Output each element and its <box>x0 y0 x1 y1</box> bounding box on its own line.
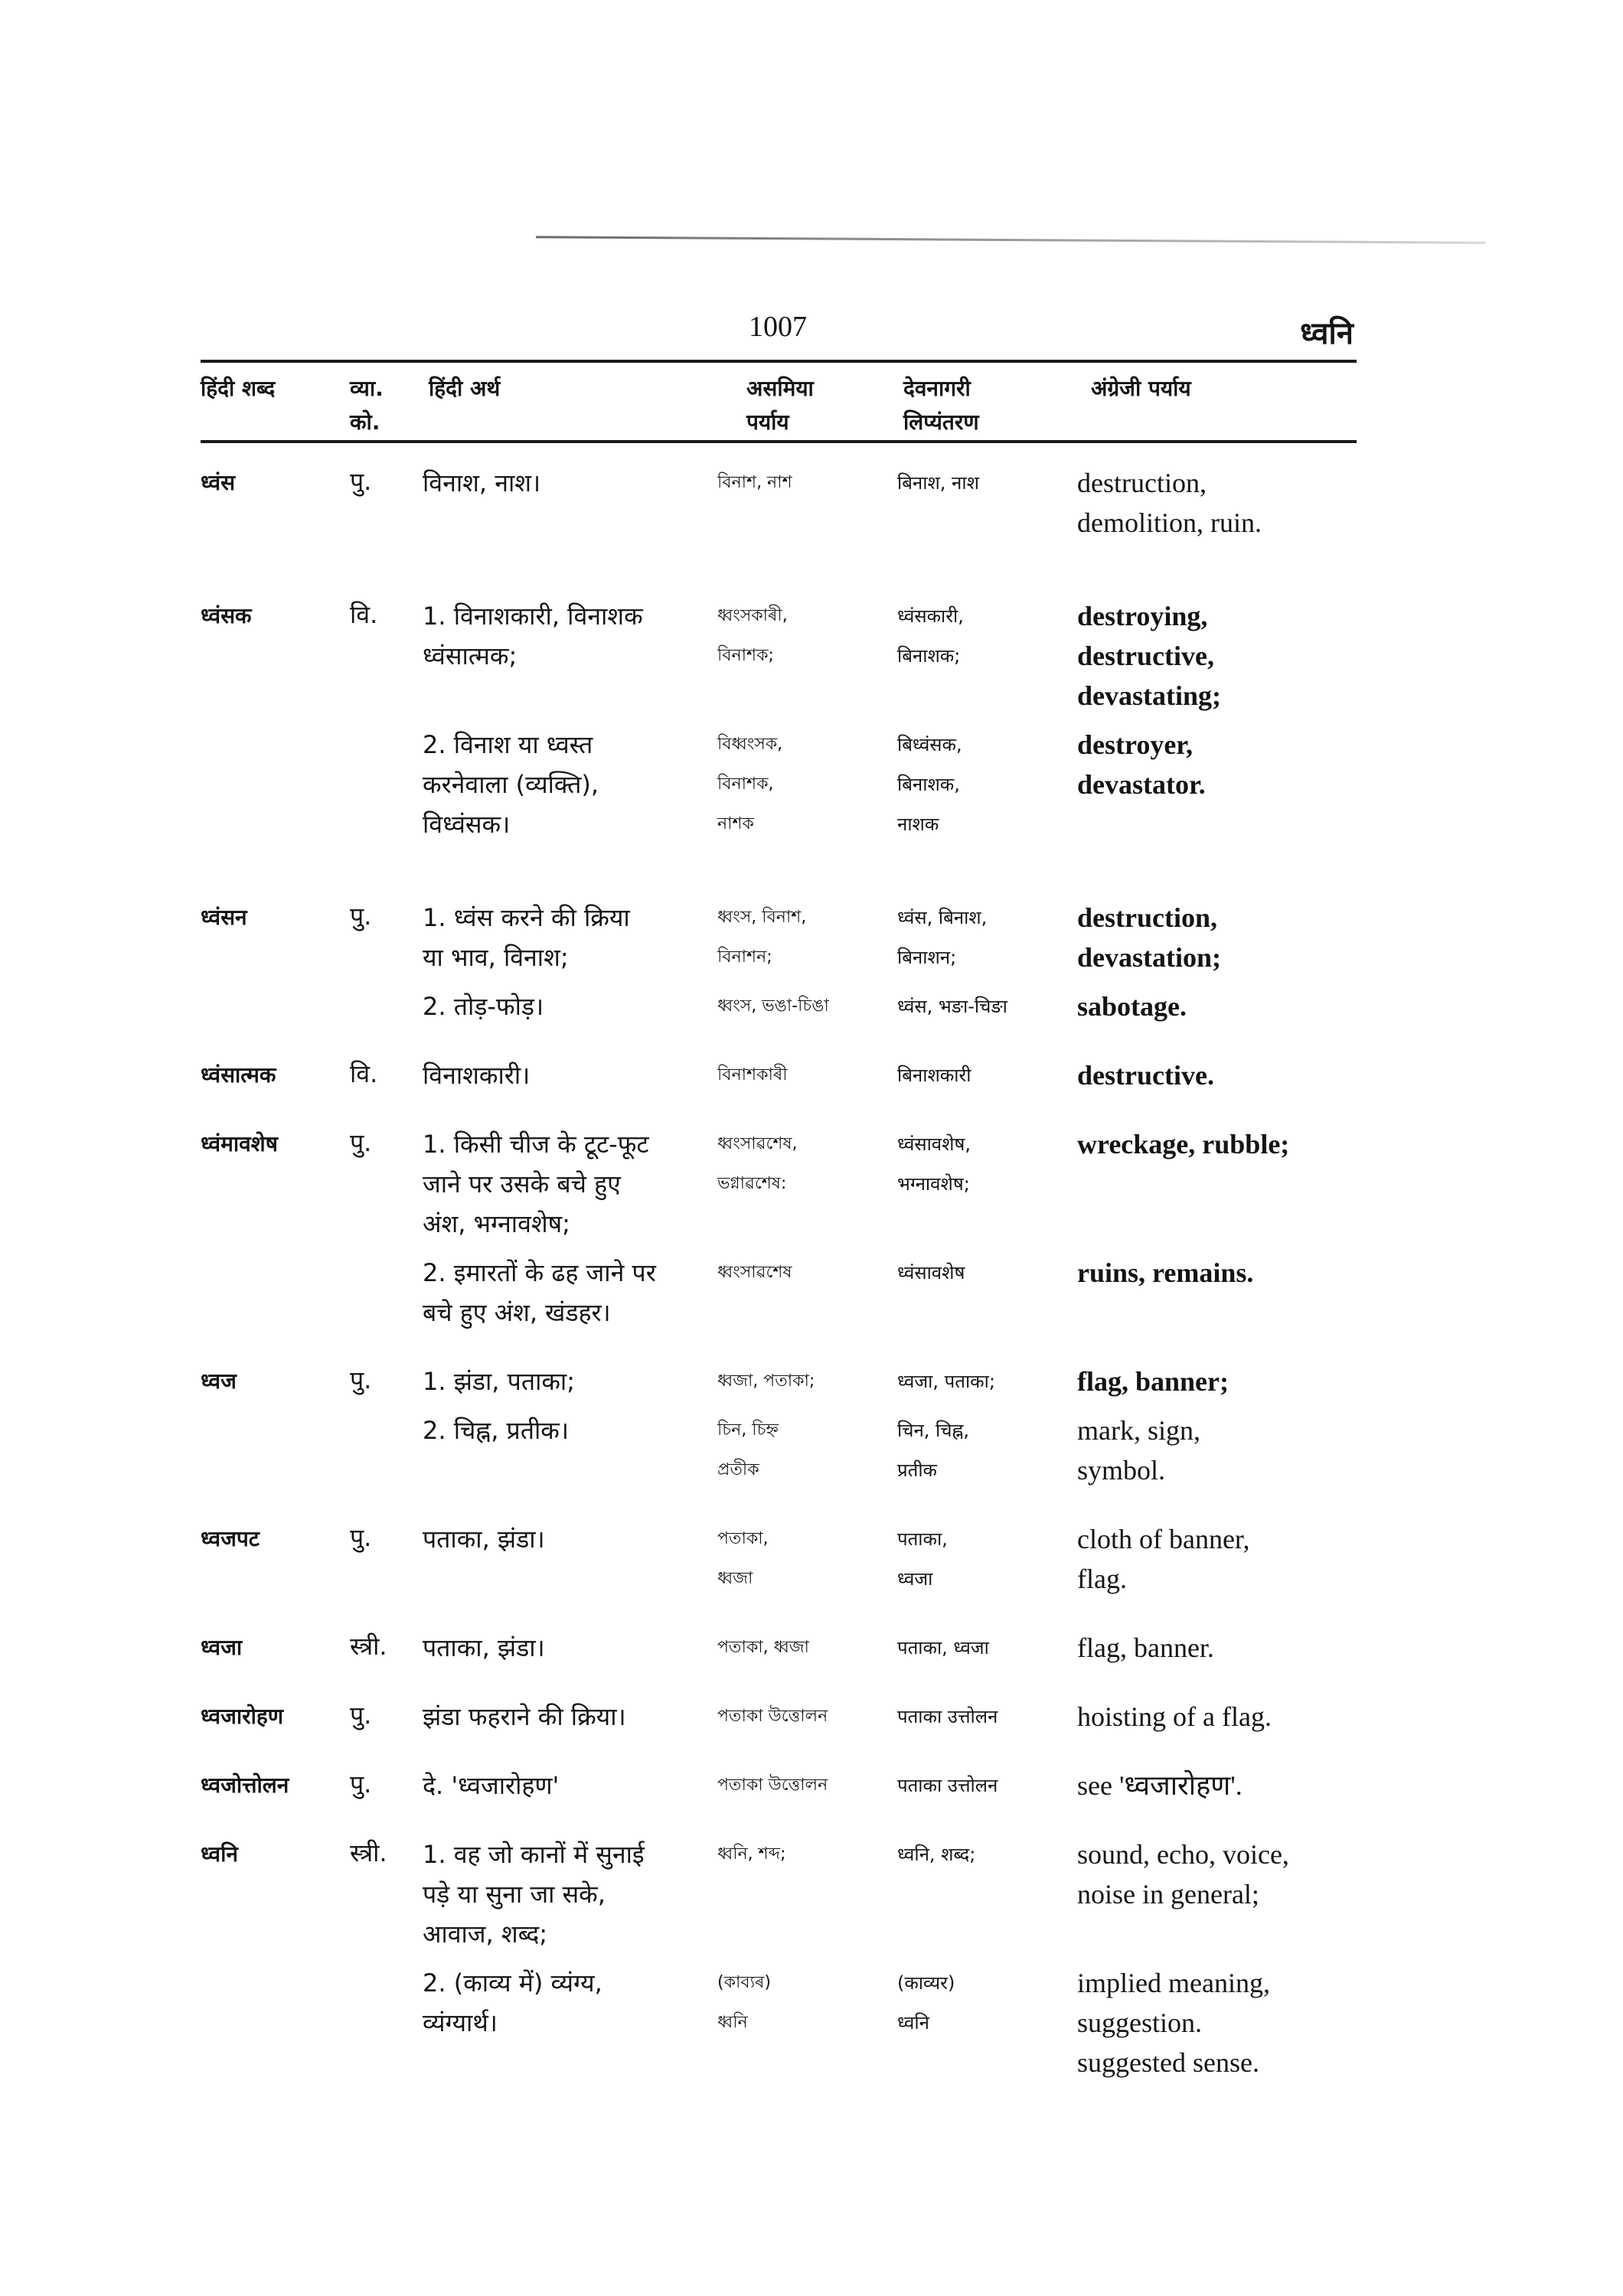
sense <box>423 1362 1364 1401</box>
entry-spacer <box>201 1599 1364 1628</box>
english-equivalent-line: destroying, <box>1077 601 1208 631</box>
assamese-equivalent <box>717 725 897 844</box>
hindi-meaning-line: 1. वह जो कानों में सुनाई <box>423 1840 645 1869</box>
hindi-meaning-line: विध्वंसक। <box>423 810 511 839</box>
assamese-equivalent <box>717 463 897 543</box>
assamese-equivalent <box>717 1253 897 1332</box>
english-equivalent-line: noise in general; <box>1077 1879 1259 1910</box>
assamese-equivalent-line: পতাকা উত্তোলন <box>717 1707 828 1726</box>
headword: ध्वंस <box>201 470 236 495</box>
assamese-equivalent <box>717 596 897 716</box>
english-equivalent-line: suggestion. <box>1077 2007 1203 2038</box>
sense <box>423 898 1364 977</box>
senses <box>423 898 1364 1026</box>
part-of-speech: पु. <box>350 1128 372 1157</box>
english-equivalent-line: destruction, <box>1077 902 1217 933</box>
english-equivalent <box>1077 987 1364 1026</box>
devanagari-transliteration <box>897 1124 1077 1244</box>
devanagari-transliteration <box>897 1362 1077 1401</box>
senses <box>423 1697 1364 1737</box>
hindi-meaning <box>423 987 717 1026</box>
entry-spacer <box>201 844 1364 898</box>
entry-spacer <box>201 1490 1364 1519</box>
hindi-meaning <box>423 1628 717 1668</box>
guide-word: ध्वनि <box>1300 316 1354 351</box>
devanagari-transliteration-line: बिनाशक, <box>897 774 960 795</box>
devanagari-transliteration-line: भग्नावशेष; <box>897 1173 970 1195</box>
dictionary-entry <box>201 1362 1364 1490</box>
assamese-equivalent-line: বিনাশক, <box>717 775 774 794</box>
english-equivalent <box>1077 1963 1364 2082</box>
col-header-assamese-line: असमिया <box>746 376 814 401</box>
part-of-speech: पु. <box>350 1523 372 1552</box>
devanagari-transliteration-line: चिन, चिह्न, <box>897 1420 970 1441</box>
sense <box>423 463 1364 543</box>
hindi-meaning-line: विनाश, नाश। <box>423 468 541 497</box>
dictionary-entry <box>201 1835 1364 2082</box>
devanagari-transliteration <box>897 1253 1077 1332</box>
english-equivalent <box>1077 463 1364 543</box>
senses <box>423 463 1364 543</box>
english-equivalent-line: suggested sense. <box>1077 2047 1259 2078</box>
devanagari-transliteration <box>897 898 1077 977</box>
devanagari-transliteration-line: ध्वंसावशेष, <box>897 1133 971 1155</box>
col-header-english: अंग्रेजी पर्याय <box>1091 376 1191 401</box>
col-header-hindi-meaning: हिंदी अर्थ <box>429 376 501 401</box>
part-of-speech: पु. <box>350 1769 372 1799</box>
english-equivalent-line: flag, banner; <box>1077 1366 1229 1397</box>
assamese-equivalent-line: ধ্বনি <box>717 2013 748 2032</box>
entry-spacer <box>201 1095 1364 1124</box>
english-equivalent <box>1077 1697 1364 1737</box>
english-equivalent-line: flag. <box>1077 1564 1127 1594</box>
col-header-assamese <box>746 372 814 439</box>
col-header-assamese-line: पर्याय <box>746 409 789 435</box>
hindi-meaning <box>423 1362 717 1401</box>
devanagari-transliteration-line: नाशक <box>897 814 939 835</box>
sense <box>423 725 1364 844</box>
entry-spacer <box>201 1026 1364 1055</box>
col-header-grammar <box>350 372 384 439</box>
col-header-devanagari-line: देवनागरी <box>903 376 971 401</box>
sense <box>423 1411 1364 1490</box>
assamese-equivalent-line: ধ্বংসাৱশেষ <box>717 1263 792 1282</box>
hindi-meaning <box>423 1519 717 1599</box>
assamese-equivalent <box>717 1766 897 1805</box>
english-equivalent-line: hoisting of a flag. <box>1077 1701 1272 1732</box>
headword: ध्वजा <box>201 1635 243 1660</box>
hindi-meaning <box>423 1766 717 1805</box>
sense <box>423 1766 1364 1805</box>
english-equivalent <box>1077 898 1364 977</box>
assamese-equivalent <box>717 898 897 977</box>
english-equivalent-line: wreckage, rubble; <box>1077 1129 1290 1159</box>
assamese-equivalent <box>717 1124 897 1244</box>
headword: ध्वजोत्तोलन <box>201 1773 289 1798</box>
dictionary-entry <box>201 1519 1364 1599</box>
devanagari-transliteration-line: पताका, ध्वजा <box>897 1637 989 1658</box>
senses <box>423 1628 1364 1668</box>
dictionary-entry <box>201 463 1364 543</box>
col-header-grammar-line: को. <box>350 409 380 435</box>
hindi-meaning-line: पड़े या सुना जा सके, <box>423 1880 606 1909</box>
devanagari-transliteration <box>897 1835 1077 1954</box>
assamese-equivalent <box>717 987 897 1026</box>
dictionary-entries <box>201 463 1364 2082</box>
hindi-meaning-line: 1. किसी चीज के टूट-फूट <box>423 1130 649 1159</box>
devanagari-transliteration <box>897 1519 1077 1599</box>
assamese-equivalent-line: বিধ্বংসক, <box>717 735 783 754</box>
assamese-equivalent-line: (কাব্যৰ) <box>717 1973 771 1992</box>
entry-spacer <box>201 1737 1364 1766</box>
senses <box>423 1124 1364 1332</box>
devanagari-transliteration <box>897 1697 1077 1737</box>
devanagari-transliteration-line: बिनाश, नाश <box>897 472 979 494</box>
dictionary-entry <box>201 1697 1364 1737</box>
part-of-speech: पु. <box>350 1365 372 1394</box>
senses <box>423 596 1364 844</box>
devanagari-transliteration <box>897 1628 1077 1668</box>
english-equivalent-line: destroyer, <box>1077 729 1193 760</box>
assamese-equivalent <box>717 1963 897 2082</box>
hindi-meaning-line: पताका, झंडा। <box>423 1525 545 1554</box>
hindi-meaning-line: अंश, भग्नावशेष; <box>423 1209 570 1238</box>
sense <box>423 1628 1364 1668</box>
sense-spacer <box>423 977 1364 987</box>
devanagari-transliteration-line: ध्वंसकारी, <box>897 605 964 627</box>
english-equivalent-line: symbol. <box>1077 1455 1166 1486</box>
assamese-equivalent-line: বিনাশকাৰী <box>717 1065 788 1084</box>
devanagari-transliteration <box>897 596 1077 716</box>
hindi-meaning <box>423 1963 717 2082</box>
assamese-equivalent <box>717 1628 897 1668</box>
entry-spacer <box>201 1332 1364 1362</box>
devanagari-transliteration-line: ध्वंस, बिनाश, <box>897 907 988 928</box>
entry-spacer <box>201 1668 1364 1697</box>
english-equivalent <box>1077 1055 1364 1095</box>
hindi-meaning <box>423 1411 717 1490</box>
sense <box>423 596 1364 716</box>
assamese-equivalent <box>717 1055 897 1095</box>
devanagari-transliteration <box>897 1766 1077 1805</box>
assamese-equivalent-line: চিন, চিহ্ন <box>717 1420 779 1440</box>
devanagari-transliteration-line: ध्वंस, भङा-चिङा <box>897 996 1007 1017</box>
dictionary-entry <box>201 1628 1364 1668</box>
headword: ध्वनि <box>201 1841 238 1867</box>
scan-artifact-line <box>536 236 1485 244</box>
english-equivalent <box>1077 1362 1364 1401</box>
assamese-equivalent-line: ধ্বনি, শব্দ; <box>717 1844 786 1864</box>
sense <box>423 1697 1364 1737</box>
english-equivalent <box>1077 1766 1364 1805</box>
assamese-equivalent-line: প্ৰতীক <box>717 1460 759 1479</box>
hindi-meaning-line: विनाशकारी। <box>423 1061 531 1090</box>
dictionary-entry <box>201 1766 1364 1805</box>
hindi-meaning-line: 2. (काव्य में) व्यंग्य, <box>423 1968 603 1998</box>
assamese-equivalent <box>717 1519 897 1599</box>
part-of-speech: स्त्री. <box>350 1632 387 1661</box>
entry-spacer <box>201 1805 1364 1835</box>
hindi-meaning <box>423 463 717 543</box>
hindi-meaning-line: आवाज, शब्द; <box>423 1919 548 1949</box>
devanagari-transliteration <box>897 725 1077 844</box>
hindi-meaning-line: पताका, झंडा। <box>423 1633 545 1662</box>
english-equivalent-line: mark, sign, <box>1077 1415 1200 1446</box>
assamese-equivalent <box>717 1411 897 1490</box>
part-of-speech: वि. <box>350 1059 378 1088</box>
senses <box>423 1835 1364 2082</box>
devanagari-transliteration-line: पताका उत्तोलन <box>897 1775 998 1796</box>
english-equivalent <box>1077 1519 1364 1599</box>
english-equivalent <box>1077 725 1364 844</box>
hindi-meaning <box>423 1124 717 1244</box>
assamese-equivalent-line: পতাকা, <box>717 1529 769 1548</box>
english-equivalent-line: cloth of banner, <box>1077 1524 1250 1554</box>
english-equivalent-line: sound, echo, voice, <box>1077 1839 1289 1870</box>
hindi-meaning <box>423 898 717 977</box>
hindi-meaning-line: 2. इमारतों के ढह जाने पर <box>423 1258 656 1287</box>
english-equivalent-line: devastation; <box>1077 942 1221 973</box>
assamese-equivalent <box>717 1835 897 1954</box>
english-equivalent-line: implied meaning, <box>1077 1968 1270 1998</box>
hindi-meaning-line: जाने पर उसके बचे हुए <box>423 1169 621 1199</box>
english-equivalent <box>1077 1253 1364 1332</box>
english-equivalent <box>1077 1835 1364 1954</box>
dictionary-entry <box>201 1124 1364 1332</box>
devanagari-transliteration-line: ध्वनि, शब्द; <box>897 1844 976 1865</box>
headword: ध्वंसक <box>201 603 252 628</box>
hindi-meaning-line: 2. चिह्न, प्रतीक। <box>423 1416 569 1445</box>
devanagari-transliteration-line: ध्वजा <box>897 1568 933 1590</box>
english-equivalent-line: sabotage. <box>1077 991 1187 1022</box>
assamese-equivalent-line: বিনাশন; <box>717 947 772 967</box>
devanagari-transliteration-line: बिध्वंसक, <box>897 734 962 755</box>
devanagari-transliteration-line: प्रतीक <box>897 1459 937 1481</box>
devanagari-transliteration-line: पताका, <box>897 1528 948 1550</box>
dictionary-entry <box>201 596 1364 844</box>
sense-spacer <box>423 1401 1364 1411</box>
part-of-speech: स्त्री. <box>350 1838 387 1867</box>
devanagari-transliteration-line: बिनाशक; <box>897 645 961 667</box>
headword: ध्वंमावशेष <box>201 1131 278 1156</box>
english-equivalent-line: destructive. <box>1077 1060 1214 1091</box>
assamese-equivalent-line: ধ্বজা <box>717 1569 753 1588</box>
english-equivalent-line: ruins, remains. <box>1077 1257 1254 1288</box>
english-equivalent-line: destructive, <box>1077 641 1214 671</box>
english-equivalent <box>1077 596 1364 716</box>
sense <box>423 1124 1364 1244</box>
hindi-meaning-line: ध्वंसात्मक; <box>423 641 518 670</box>
hindi-meaning <box>423 596 717 716</box>
headword: ध्वजपट <box>201 1526 260 1551</box>
assamese-equivalent-line: বিনাশক; <box>717 646 774 665</box>
devanagari-transliteration-line: बिनाशकारी <box>897 1065 972 1086</box>
hindi-meaning-line: व्यंग्यार्थ। <box>423 2008 498 2037</box>
senses <box>423 1362 1364 1490</box>
assamese-equivalent-line: বিনাশ, নাশ <box>717 473 792 492</box>
english-equivalent-line: demolition, ruin. <box>1077 507 1262 538</box>
senses <box>423 1055 1364 1095</box>
english-equivalent <box>1077 1124 1364 1244</box>
english-equivalent-line: flag, banner. <box>1077 1632 1214 1663</box>
sense <box>423 987 1364 1026</box>
hindi-meaning-line: 1. झंडा, पताका; <box>423 1367 575 1396</box>
page-number: 1007 <box>749 311 807 343</box>
part-of-speech: पु. <box>350 467 372 496</box>
part-of-speech: पु. <box>350 902 372 931</box>
dictionary-entry <box>201 898 1364 1026</box>
english-equivalent-line: devastating; <box>1077 680 1221 711</box>
devanagari-transliteration-line: पताका उत्तोलन <box>897 1706 998 1727</box>
assamese-equivalent-line: ধ্বংসকাৰী, <box>717 606 788 625</box>
headword: ध्वज <box>201 1368 237 1394</box>
hindi-meaning-line: 2. तोड़-फोड़। <box>423 992 544 1021</box>
sense <box>423 1519 1364 1599</box>
devanagari-transliteration <box>897 1055 1077 1095</box>
col-header-devanagari-line: लिप्यंतरण <box>903 409 979 435</box>
devanagari-transliteration-line: ध्वनि <box>897 2012 929 2033</box>
hindi-meaning-line: या भाव, विनाश; <box>423 943 569 972</box>
hindi-meaning-line: 1. विनाशकारी, विनाशक <box>423 602 643 631</box>
devanagari-transliteration-line: (काव्यर) <box>897 1972 955 1994</box>
english-equivalent <box>1077 1628 1364 1668</box>
assamese-equivalent-line: ধ্বংস, ভঙা-চিঙা <box>717 996 829 1016</box>
assamese-equivalent-line: নাশক <box>717 814 754 833</box>
sense <box>423 1963 1364 2082</box>
hindi-meaning-line: 1. ध्वंस करने की क्रिया <box>423 903 630 932</box>
hindi-meaning-line: करनेवाला (व्यक्ति), <box>423 770 599 799</box>
part-of-speech: वि. <box>350 600 378 629</box>
devanagari-transliteration <box>897 1963 1077 2082</box>
sense <box>423 1253 1364 1332</box>
sense <box>423 1835 1364 1954</box>
devanagari-transliteration-line: ध्वजा, पताका; <box>897 1371 995 1392</box>
assamese-equivalent-line: পতাকা উত্তোলন <box>717 1776 828 1795</box>
assamese-equivalent-line: ভগ্নাৱশেষ: <box>717 1174 787 1193</box>
headword: ध्वंसन <box>201 905 247 930</box>
senses <box>423 1766 1364 1805</box>
headword: ध्वजारोहण <box>201 1704 283 1729</box>
sense-spacer <box>423 1244 1364 1253</box>
assamese-equivalent-line: ধ্বজা, পতাকা; <box>717 1371 815 1391</box>
part-of-speech: पु. <box>350 1701 372 1730</box>
dictionary-entry <box>201 1055 1364 1095</box>
assamese-equivalent-line: ধ্বংস, বিনাশ, <box>717 908 807 927</box>
assamese-equivalent <box>717 1697 897 1737</box>
english-equivalent-line: destruction, <box>1077 468 1207 498</box>
devanagari-transliteration-line: बिनाशन; <box>897 947 957 968</box>
hindi-meaning-line: झंडा फहराने की क्रिया। <box>423 1702 626 1731</box>
sense-spacer <box>423 716 1364 725</box>
hindi-meaning <box>423 1055 717 1095</box>
entry-spacer <box>201 543 1364 596</box>
english-equivalent-line: devastator. <box>1077 769 1206 800</box>
senses <box>423 1519 1364 1599</box>
sense-spacer <box>423 1954 1364 1963</box>
header-rule-top <box>201 360 1357 363</box>
hindi-meaning-line: 2. विनाश या ध्वस्त <box>423 730 593 759</box>
col-header-hindi-word: हिंदी शब्द <box>201 376 276 401</box>
assamese-equivalent-line: পতাকা, ধ্বজা <box>717 1638 809 1657</box>
english-equivalent <box>1077 1411 1364 1490</box>
hindi-meaning-line: दे. 'ध्वजारोहण' <box>423 1771 560 1800</box>
hindi-meaning <box>423 1835 717 1954</box>
sense <box>423 1055 1364 1095</box>
assamese-equivalent-line: ধ্বংসাৱশেষ, <box>717 1134 798 1153</box>
col-header-devanagari <box>903 372 979 439</box>
hindi-meaning <box>423 725 717 844</box>
hindi-meaning <box>423 1697 717 1737</box>
header-rule-bottom <box>201 440 1357 443</box>
devanagari-transliteration <box>897 463 1077 543</box>
english-equivalent-line: see 'ध्वजारोहण'. <box>1077 1770 1243 1801</box>
hindi-meaning-line: बचे हुए अंश, खंडहर। <box>423 1298 611 1327</box>
headword: ध्वंसात्मक <box>201 1062 276 1088</box>
assamese-equivalent <box>717 1362 897 1401</box>
devanagari-transliteration <box>897 987 1077 1026</box>
devanagari-transliteration-line: ध्वंसावशेष <box>897 1262 965 1283</box>
col-header-grammar-line: व्या. <box>350 376 384 401</box>
hindi-meaning <box>423 1253 717 1332</box>
devanagari-transliteration <box>897 1411 1077 1490</box>
